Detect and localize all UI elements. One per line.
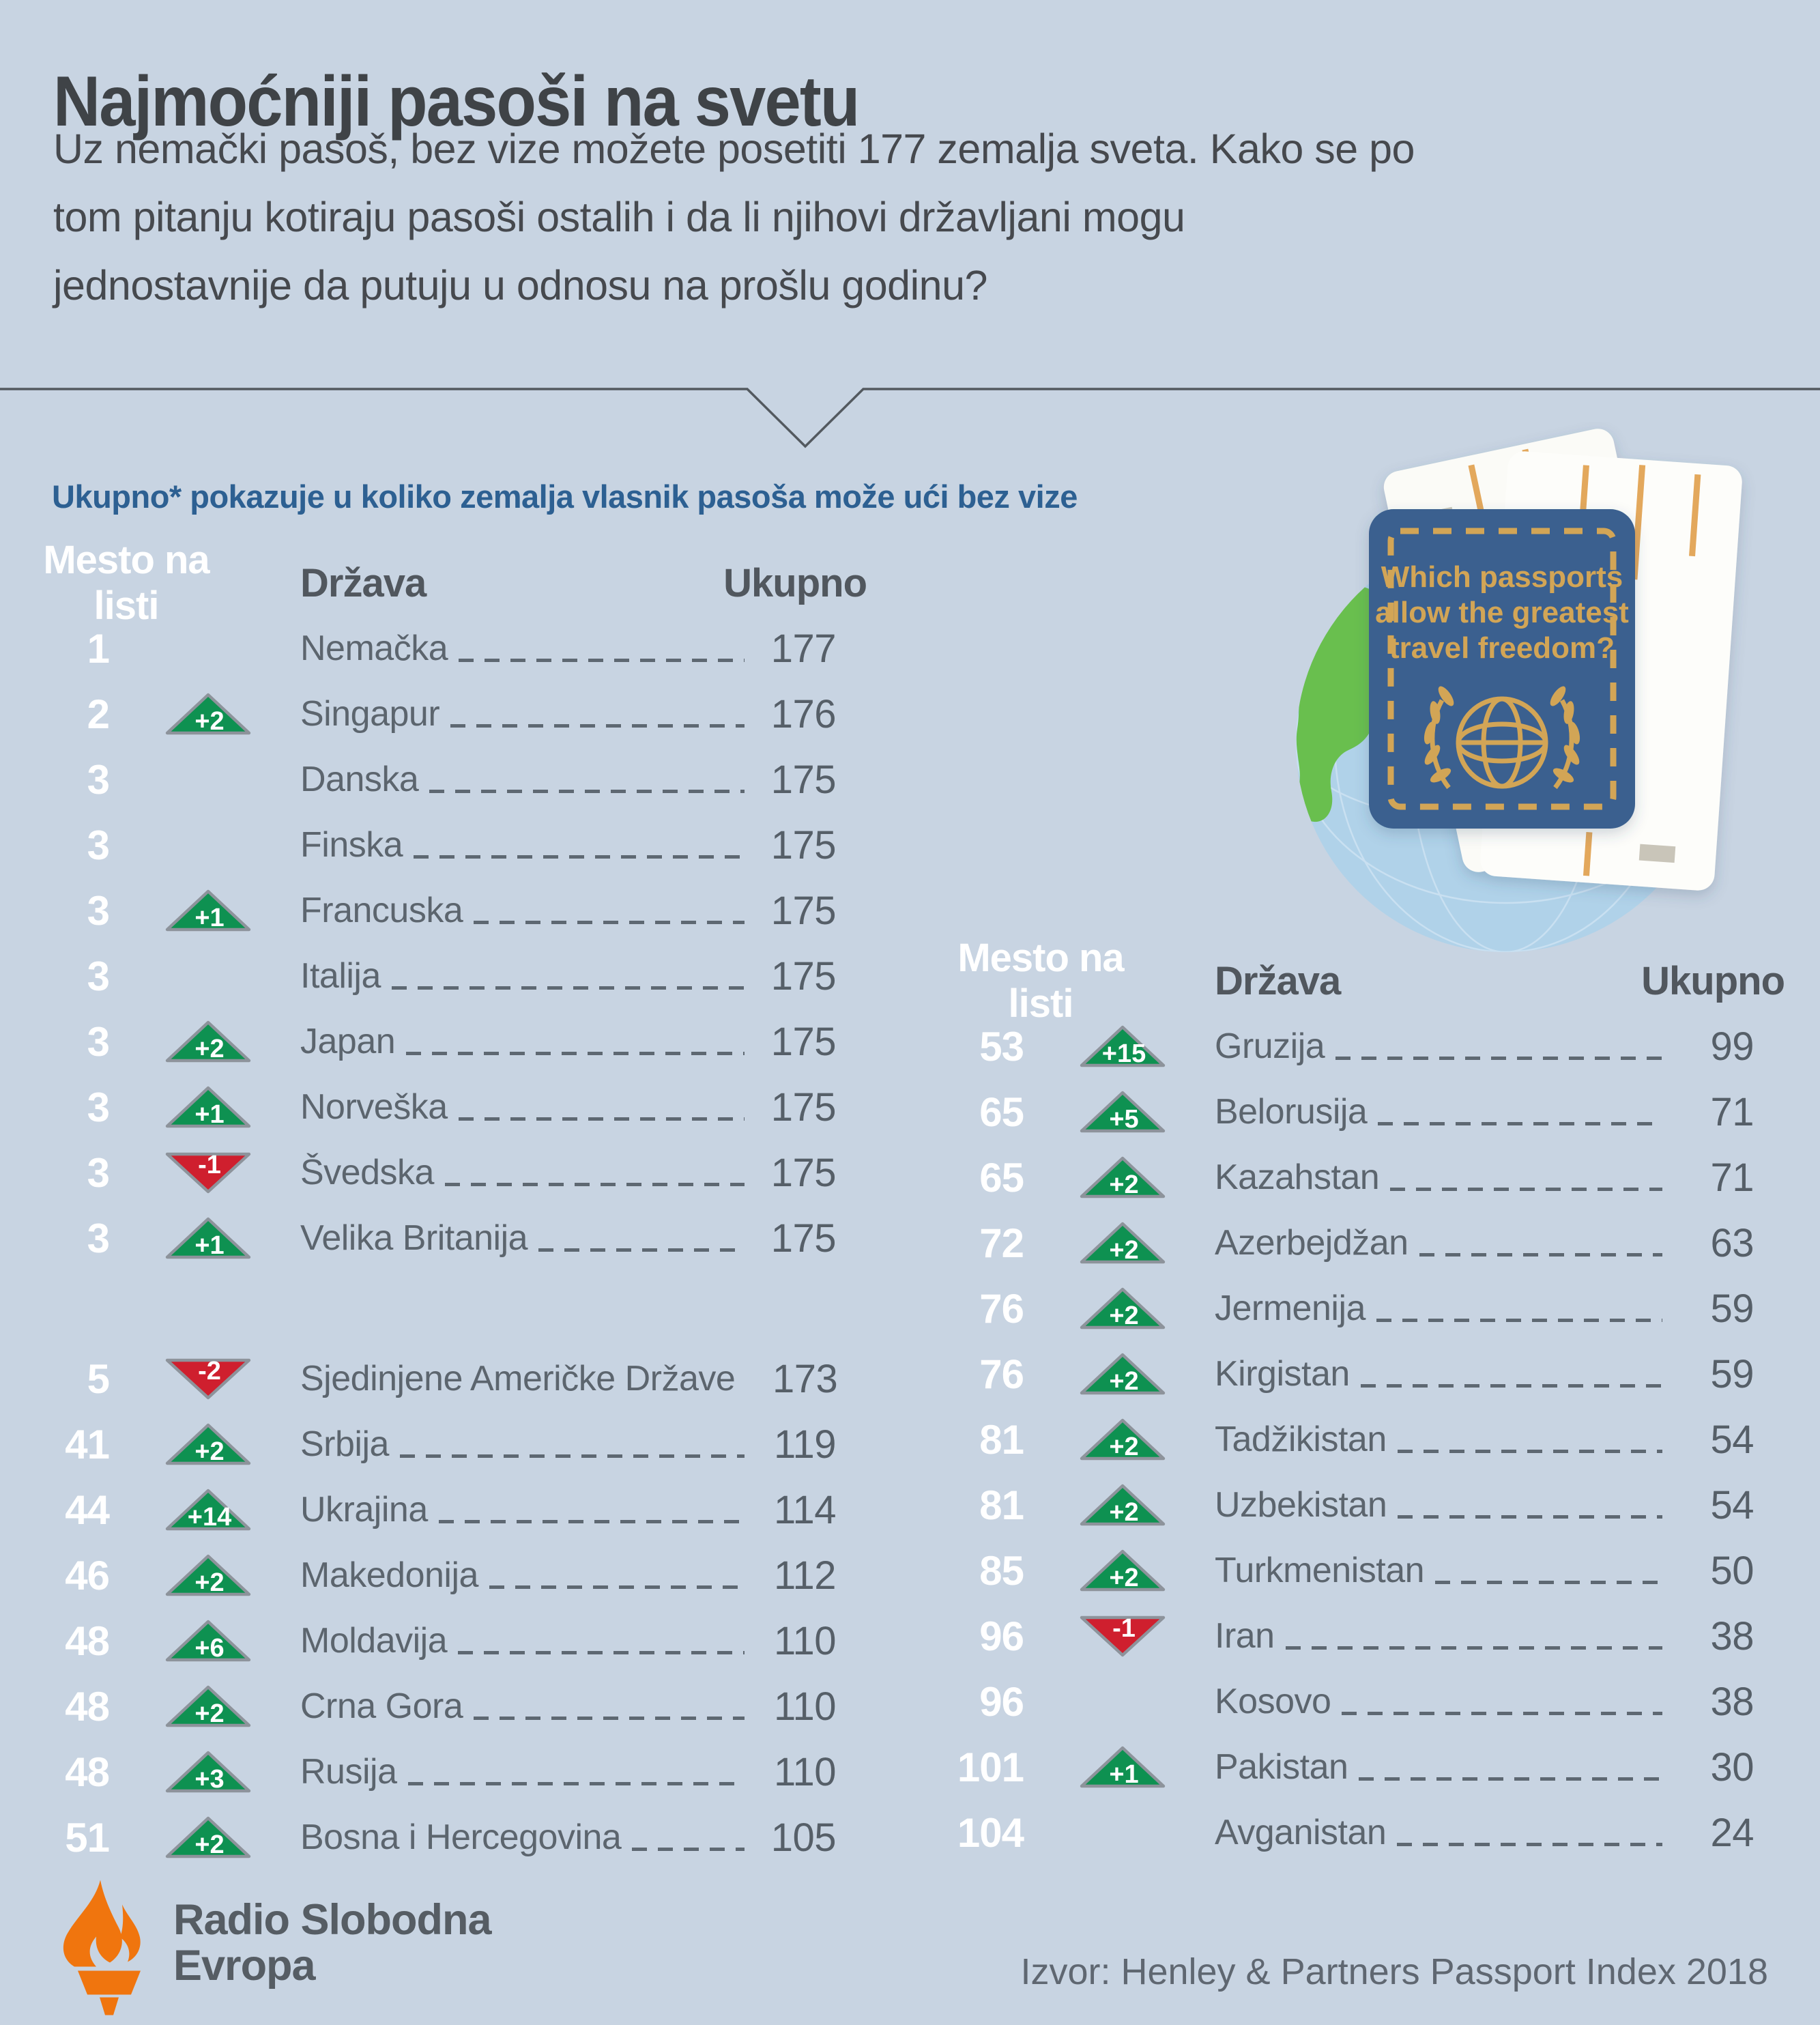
svg-text:+6: +6 [194,1634,225,1662]
table-row [928,1734,1754,1800]
svg-text:+2: +2 [1109,1367,1139,1395]
table-row [928,1341,1754,1407]
dotted-leader [400,1454,745,1458]
table-row [928,1800,1754,1865]
change-cell [130,1620,287,1662]
rank-cell: 2 [87,691,109,737]
source-credit: Izvor: Henley & Partners Passport Index 2018 [1020,1951,1768,1992]
change-cell [130,1358,287,1400]
dotted-leader [1286,1646,1662,1650]
dotted-leader [1398,1450,1662,1453]
rank-cell: 81 [979,1416,1024,1463]
dotted-leader [459,659,745,662]
change-cell [1044,1025,1201,1067]
svg-text:+2: +2 [1109,1433,1139,1461]
table-row [14,616,836,681]
table-row [928,1407,1754,1472]
total-cell: 112 [774,1553,836,1598]
dotted-leader [1335,1057,1662,1060]
table-row [14,1074,836,1140]
column-header-total: Ukupno [723,560,867,605]
country-cell: Uzbekistan [1215,1485,1387,1525]
rank-cell: 3 [87,1149,109,1196]
rank-up-icon [1079,1287,1166,1330]
rank-up-icon [164,1620,252,1662]
rank-up-icon [1079,1222,1166,1264]
rank-cell: 51 [65,1814,109,1861]
rank-cell: 85 [979,1547,1024,1594]
rank-up-icon [164,693,252,735]
total-cell: 59 [1710,1351,1754,1396]
country-cell: Jermenija [1215,1289,1366,1328]
country-cell: Danska [300,760,419,799]
change-cell [1044,1222,1201,1264]
page-title: Najmoćniji pasoši na svetu [53,61,859,141]
change-cell [1044,1811,1201,1854]
rank-cell: 104 [957,1809,1024,1856]
dotted-leader [1342,1712,1662,1715]
change-cell [130,758,287,801]
total-cell: 173 [772,1356,838,1401]
total-cell: 24 [1710,1810,1754,1855]
change-cell [130,1020,287,1063]
rank-down-icon [164,1151,252,1194]
total-cell: 175 [770,1085,836,1130]
total-cell: 30 [1710,1744,1754,1790]
country-cell: Crna Gora [300,1686,463,1726]
rank-cell: 41 [65,1421,109,1467]
total-cell: 38 [1710,1613,1754,1658]
change-cell [130,1489,287,1531]
country-cell: Sjedinjene Američke Države [300,1359,736,1398]
table-row [14,1739,836,1805]
total-cell: 175 [770,757,836,802]
svg-text:-1: -1 [1112,1615,1136,1643]
logo-line: Radio Slobodna [173,1896,491,1944]
dotted-leader [1435,1581,1662,1584]
no-change-spacer [1079,1811,1166,1854]
rank-up-icon [1079,1746,1166,1788]
rank-cell: 3 [87,1215,109,1261]
rank-cell: 76 [979,1285,1024,1332]
svg-text:+14: +14 [187,1503,232,1531]
rank-cell: 46 [65,1552,109,1598]
total-cell: 175 [770,1019,836,1064]
svg-text:+2: +2 [194,1699,225,1727]
country-cell: Pakistan [1215,1747,1348,1787]
rank-cell: 3 [87,822,109,868]
dotted-leader [458,1651,745,1654]
svg-text:+3: +3 [194,1765,225,1793]
country-cell: Singapur [300,694,440,734]
country-cell: Azerbejdžan [1215,1223,1409,1263]
rank-cell: 76 [979,1351,1024,1397]
table-row [14,1140,836,1205]
svg-text:-2: -2 [198,1358,221,1385]
rank-cell: 101 [957,1744,1024,1790]
dotted-leader [632,1848,745,1851]
table-row [928,1079,1754,1145]
rank-up-icon [164,889,252,932]
rfe-torch-icon [57,1877,167,2017]
svg-text:-1: -1 [198,1151,221,1179]
country-cell: Italija [300,956,381,996]
change-cell [1044,1353,1201,1395]
table-row [14,812,836,878]
total-cell: 50 [1710,1548,1754,1593]
change-cell [130,955,287,997]
country-cell: Bosna i Hercegovina [300,1818,622,1857]
table-row [14,1205,836,1271]
total-cell: 71 [1710,1089,1754,1134]
country-cell: Belorusija [1215,1092,1368,1132]
country-cell: Kazahstan [1215,1158,1380,1197]
country-cell: Makedonija [300,1555,478,1595]
country-cell: Kosovo [1215,1682,1331,1721]
dotted-leader [450,724,745,728]
total-cell: 54 [1710,1417,1754,1462]
rank-cell: 5 [87,1355,109,1402]
rank-cell: 96 [979,1613,1024,1659]
dotted-leader [1398,1515,1662,1519]
change-cell [130,824,287,866]
svg-text:+2: +2 [1109,1302,1139,1330]
table-row [14,1542,836,1608]
table-header [14,538,867,628]
total-cell: 99 [1710,1024,1754,1069]
change-cell [130,1217,287,1259]
svg-text:+2: +2 [1109,1498,1139,1526]
svg-text:+2: +2 [194,1035,225,1063]
total-cell: 175 [770,822,836,867]
no-change-spacer [164,955,252,997]
dotted-leader [459,1117,745,1121]
no-change-spacer [164,758,252,801]
dotted-leader [414,855,745,859]
total-cell: 177 [770,626,836,671]
table-row [14,878,836,943]
total-cell: 119 [774,1422,836,1467]
total-cell: 59 [1710,1286,1754,1331]
change-cell [130,1685,287,1727]
change-cell [130,1751,287,1793]
rank-cell: 3 [87,1084,109,1130]
country-cell: Turkmenistan [1215,1551,1425,1590]
country-cell: Iran [1215,1616,1275,1656]
subtitle-line: tom pitanju kotiraju pasoši ostalih i da li njihovi državljani mogu [53,194,1185,240]
total-note: Ukupno* pokazuje u koliko zemalja vlasnik pasoša može ući bez vize [52,478,1078,515]
rank-up-icon [164,1554,252,1596]
rank-cell: 48 [65,1749,109,1795]
table-row [14,681,836,747]
rank-cell: 48 [65,1683,109,1729]
total-cell: 175 [770,1216,836,1261]
column-header-country: Država [300,560,427,605]
country-cell: Nemačka [300,629,448,668]
dotted-leader [1378,1122,1662,1125]
dotted-leader [439,1520,745,1523]
passport-caption-line: travel freedom? [1389,631,1615,665]
no-change-spacer [1079,1680,1166,1723]
rank-cell: 3 [87,756,109,803]
table-row [928,1145,1754,1210]
svg-text:+2: +2 [194,1437,225,1465]
rank-up-icon [1079,1484,1166,1526]
svg-text:+1: +1 [194,1100,225,1128]
rank-cell: 53 [979,1023,1024,1069]
rank-cell: 81 [979,1482,1024,1528]
change-cell [130,1151,287,1194]
dotted-leader [538,1248,745,1252]
change-cell [1044,1287,1201,1330]
change-cell [130,627,287,670]
rank-up-icon [1079,1353,1166,1395]
change-cell [1044,1746,1201,1788]
change-cell [130,889,287,932]
country-cell: Kirgistan [1215,1354,1350,1394]
subtitle-line: Uz nemački pasoš, bez vize možete posetiti 177 zemalja sveta. Kako se po [53,126,1415,172]
change-cell [130,1086,287,1128]
dotted-leader [408,1782,745,1785]
change-cell [1044,1091,1201,1133]
rank-up-icon [164,1086,252,1128]
rank-up-icon [1079,1418,1166,1461]
rank-cell: 72 [979,1220,1024,1266]
total-cell: 176 [770,691,836,736]
subtitle-line: jednostavnije da putuju u odnosu na prošlu godinu? [53,262,987,308]
column-header-country: Država [1215,958,1341,1003]
total-cell: 63 [1710,1220,1754,1265]
dotted-leader [392,986,745,990]
country-cell: Finska [300,825,403,865]
total-cell: 71 [1710,1155,1754,1200]
total-cell: 110 [774,1618,836,1663]
change-cell [1044,1680,1201,1723]
dotted-leader [489,1585,745,1589]
svg-text:+2: +2 [1109,1171,1139,1198]
total-cell: 110 [774,1749,836,1794]
rank-cell: 44 [65,1487,109,1533]
country-cell: Japan [300,1022,396,1061]
column-header-rank: Mesto na listi [957,936,1124,1026]
change-cell [1044,1156,1201,1198]
country-cell: Norveška [300,1087,448,1127]
country-cell: Francuska [300,891,463,930]
table-row [14,1346,836,1411]
change-cell [130,693,287,735]
rank-cell: 65 [979,1089,1024,1135]
rank-down-icon [164,1358,252,1400]
table-row [928,1472,1754,1538]
table-row [928,1276,1754,1341]
rank-cell: 48 [65,1618,109,1664]
total-cell: 110 [774,1684,836,1729]
table-row [928,1014,1754,1079]
total-cell: 175 [770,888,836,933]
total-cell: 105 [770,1815,836,1860]
rank-cell: 3 [87,887,109,934]
dotted-leader [1359,1777,1662,1781]
no-change-spacer [164,824,252,866]
table-row [14,1608,836,1674]
change-cell [1044,1549,1201,1592]
dotted-leader [1390,1188,1662,1191]
country-cell: Moldavija [300,1621,448,1661]
dotted-leader [1376,1319,1662,1322]
rank-cell: 65 [979,1154,1024,1201]
column-header-rank: Mesto na listi [43,538,210,628]
logo-line: Evropa [173,1942,315,1990]
rank-cell: 1 [87,625,109,672]
table-row [14,1477,836,1542]
rank-up-icon [164,1020,252,1063]
dotted-leader [474,921,745,924]
passport-caption-line: Which passports [1381,560,1623,594]
country-cell: Rusija [300,1752,397,1792]
change-cell [130,1816,287,1858]
dotted-leader [474,1717,745,1720]
rank-up-icon [164,1423,252,1465]
dotted-leader [406,1052,745,1055]
change-cell [130,1423,287,1465]
country-cell: Avganistan [1215,1813,1387,1852]
ranking-table-left [14,538,867,1870]
dotted-leader [445,1183,745,1186]
rank-cell: 3 [87,953,109,999]
column-header-total: Ukupno [1641,958,1785,1003]
total-cell: 38 [1710,1679,1754,1724]
svg-text:+1: +1 [194,904,225,932]
table-row [928,1210,1754,1276]
rank-up-icon [164,1685,252,1727]
svg-text:+15: +15 [1101,1039,1146,1067]
table-row [928,1603,1754,1669]
table-row [14,1805,836,1870]
dotted-leader [1397,1843,1662,1846]
svg-text:+2: +2 [194,1830,225,1858]
country-cell: Velika Britanija [300,1218,528,1258]
rank-up-icon [164,1751,252,1793]
table-row [14,1411,836,1477]
table-row [14,747,836,812]
logo-wordmark [173,1897,491,1989]
rank-down-icon [1079,1615,1166,1657]
svg-text:+2: +2 [194,1568,225,1596]
svg-text:+1: +1 [194,1231,225,1259]
table-row [14,1009,836,1074]
change-cell [130,1554,287,1596]
rank-up-icon [1079,1091,1166,1133]
change-cell [1044,1484,1201,1526]
table-row [928,1538,1754,1603]
total-cell: 54 [1710,1482,1754,1527]
rank-cell: 96 [979,1678,1024,1725]
passport-caption-line: allow the greatest [1375,596,1629,629]
table-row [14,1674,836,1739]
page-subtitle [53,115,1415,319]
country-cell: Švedska [300,1153,434,1192]
total-cell: 175 [770,953,836,999]
total-cell: 175 [770,1150,836,1195]
rank-cell: 3 [87,1018,109,1065]
svg-text:+5: +5 [1109,1105,1139,1133]
country-cell: Tadžikistan [1215,1420,1387,1459]
ranking-table-right [928,936,1785,1865]
rank-up-icon [164,1217,252,1259]
no-change-spacer [164,627,252,670]
change-cell [1044,1615,1201,1657]
rank-up-icon [164,1816,252,1858]
passport-illustration [1267,422,1761,968]
svg-text:+2: +2 [1109,1564,1139,1592]
change-cell [1044,1418,1201,1461]
rank-up-icon [1079,1156,1166,1198]
dotted-leader [1361,1384,1662,1388]
rank-up-icon [1079,1549,1166,1592]
table-row [14,943,836,1009]
dotted-leader [1419,1253,1662,1256]
total-cell: 114 [774,1487,836,1532]
dotted-leader [429,790,745,793]
svg-text:+2: +2 [1109,1236,1139,1264]
svg-text:+1: +1 [1109,1760,1139,1788]
rank-up-icon [1079,1025,1166,1067]
rank-up-icon [164,1489,252,1531]
country-cell: Gruzija [1215,1026,1325,1066]
country-cell: Srbija [300,1424,389,1464]
passport-cover [1369,509,1635,829]
svg-text:+2: +2 [194,707,225,735]
country-cell: Ukrajina [300,1490,428,1529]
table-row [928,1669,1754,1734]
